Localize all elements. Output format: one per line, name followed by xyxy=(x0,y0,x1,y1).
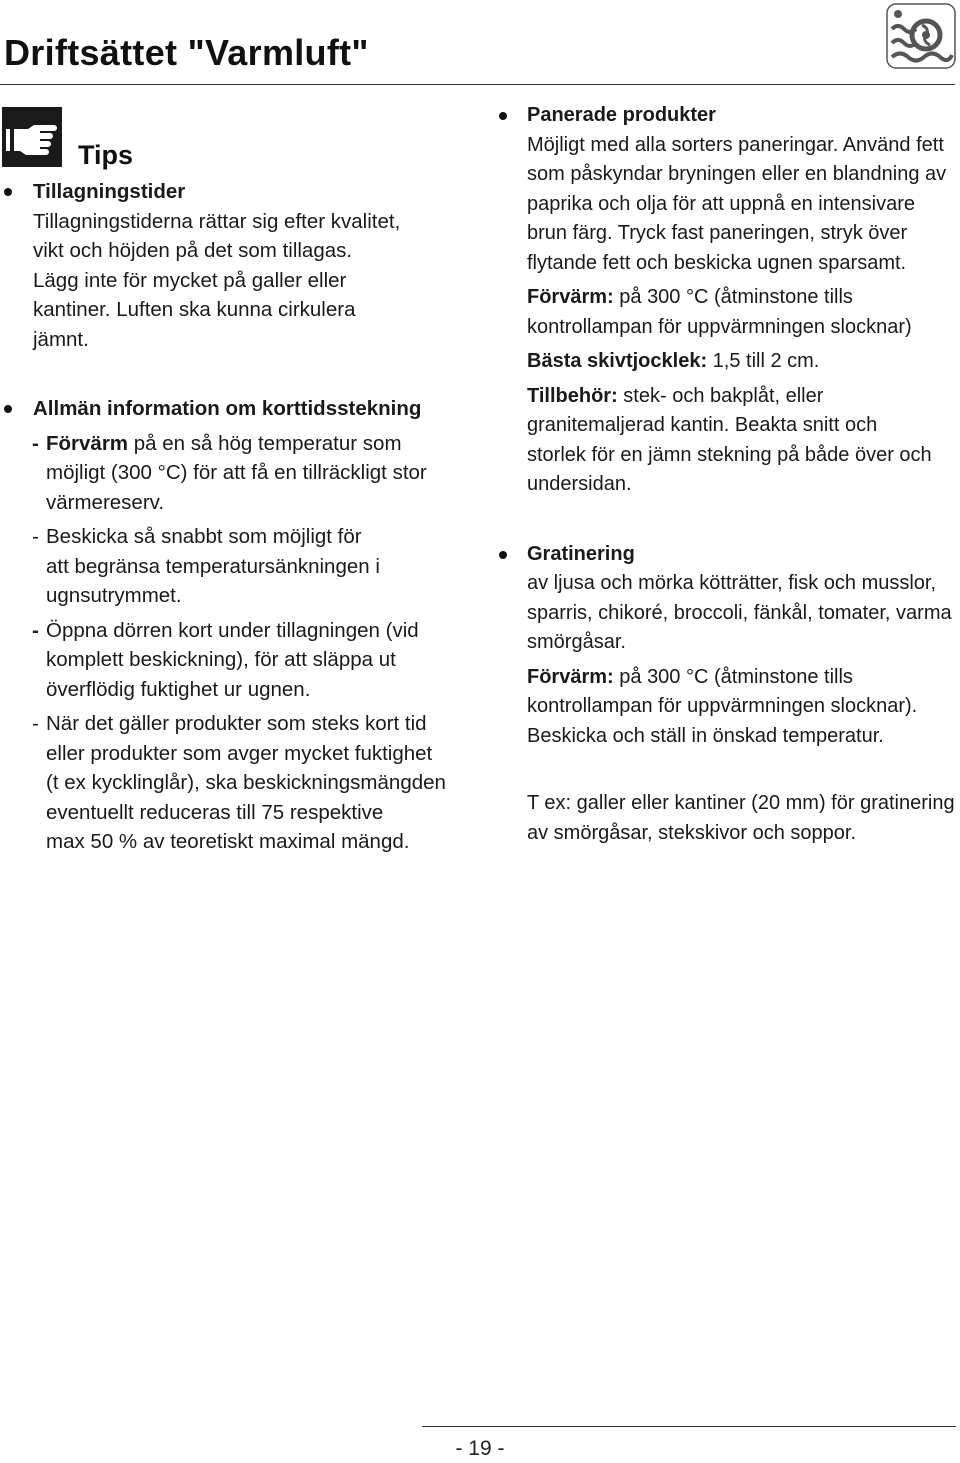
breaded-preheat-label: Förvärm: xyxy=(527,286,614,308)
short-roasting-section xyxy=(0,394,470,424)
short-roasting-title: Allmän information om korttidsstekning xyxy=(33,397,422,420)
tips-heading: Tips xyxy=(78,140,134,170)
item-dash: - xyxy=(32,712,39,735)
gratin-text: av ljusa och mörka kötträtter, fisk och musslor, sparris, chikoré, broccoli, fänkål, tomater, varma smörgåsar. xyxy=(527,572,952,653)
short-roasting-item xyxy=(0,709,470,857)
gratin-section xyxy=(495,540,957,849)
breaded-thickness-label: Bästa skivtjocklek: xyxy=(527,350,708,372)
gratin-title: Gratinering xyxy=(527,542,635,565)
footer-rule xyxy=(422,1426,956,1427)
breaded-accessory-label: Tillbehör: xyxy=(527,384,618,407)
breaded-section xyxy=(495,101,957,500)
cooking-times-section xyxy=(0,177,470,354)
short-roasting-item xyxy=(0,522,470,611)
item-bold-label: Förvärm xyxy=(46,431,129,455)
short-roasting-item xyxy=(0,429,470,518)
breaded-thickness-text: 1,5 till 2 cm. xyxy=(707,350,820,372)
item-dash: - xyxy=(32,525,39,548)
hot-air-mode-icon xyxy=(886,3,956,69)
short-roasting-item xyxy=(0,616,470,705)
right-column xyxy=(495,101,957,848)
breaded-accessory-text: stek- och bakplåt, eller granitemaljerad kantin. Beakta snitt och storlek för en jämn stekning på både över och undersidan. xyxy=(527,384,932,495)
cooking-times-text: Tillagningstiderna rättar sig efter kvalitet, vikt och höjden på det som tillagas. Lägg inte för mycket på galler eller kantiner. Luften ska kunna cirkulera jämnt. xyxy=(33,209,401,351)
page-number: - 19 - xyxy=(455,1437,505,1460)
item-text: När det gäller produkter som steks kort tid eller produkter som avger mycket fuktighet (t ex kycklinglår), ska beskickningsmängden eventuellt reduceras till 75 respektive max 50 % av teoretiskt maximal mängd. xyxy=(46,712,446,853)
item-dash: - xyxy=(32,431,39,455)
item-text: på en så hög temperatur som möjligt (300 °C) för att få en tillräckligt stor värmereserv. xyxy=(46,431,427,514)
gratin-preheat-text: på 300 °C (åtminstone tills kontrollampan för uppvärmningen slocknar). Beskicka och ställ in önskad temperatur. xyxy=(527,665,918,747)
item-text: Öppna dörren kort under tillagningen (vid komplett beskickning), för att släppa ut överflödig fuktighet ur ugnen. xyxy=(46,618,419,701)
breaded-preheat-text: på 300 °C (åtminstone tills kontrollampan för uppvärmningen slocknar) xyxy=(527,286,912,338)
item-text: Beskicka så snabbt som möjligt för att begränsa temperatursänkningen i ugnsutrymmet. xyxy=(46,525,380,607)
header-rule xyxy=(0,84,955,85)
gratin-preheat-label: Förvärm: xyxy=(527,665,614,688)
pointing-hand-icon xyxy=(2,107,62,167)
page-title: Driftsättet "Varmluft" xyxy=(4,32,369,73)
cooking-times-title: Tillagningstider xyxy=(33,180,186,203)
left-column xyxy=(0,177,470,857)
item-dash: - xyxy=(32,618,39,642)
breaded-title: Panerade produkter xyxy=(527,104,716,126)
gratin-example: T ex: galler eller kantiner (20 mm) för gratinering av smörgåsar, stekskivor och soppor. xyxy=(527,792,955,844)
breaded-text: Möjligt med alla sorters paneringar. Använd fett som påskyndar bryningen eller en blandning av paprika och olja för att uppnå en intensivare brun färg. Tryck fast paneringen, stryk över flytande fett och beskicka ugnen sparsamt. xyxy=(527,133,947,274)
